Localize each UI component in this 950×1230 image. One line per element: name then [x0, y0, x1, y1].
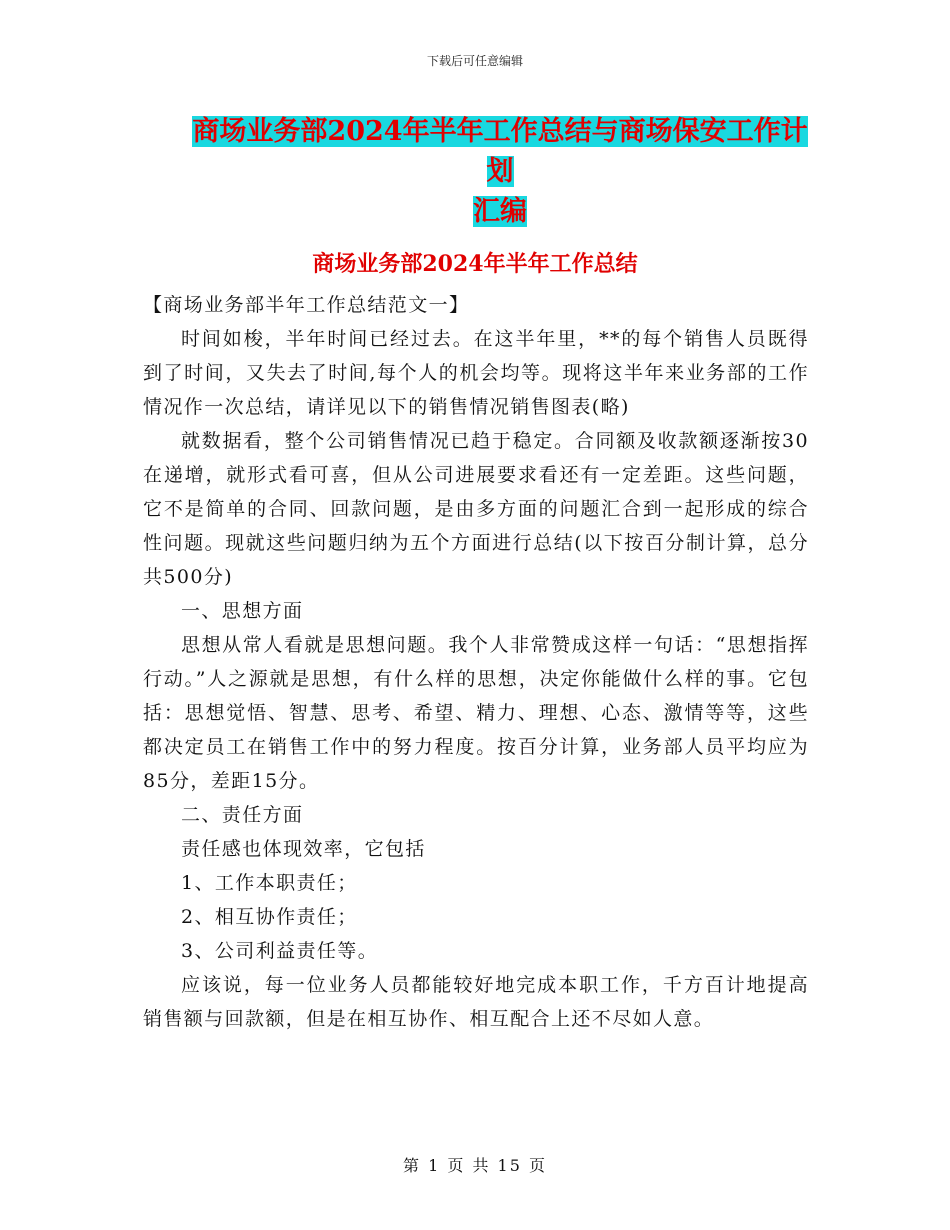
main-title-text-2: 汇编: [473, 196, 527, 227]
heading-thought: 一、思想方面: [181, 600, 304, 622]
main-title-line-2: [180, 192, 820, 232]
body-content: [143, 288, 809, 1036]
page-footer: 第 1 页 共 15 页: [403, 1156, 547, 1175]
main-title-block: [180, 112, 820, 232]
paragraph: 时间如梭，半年时间已经过去。在这半年里，**的每个销售人员既得到了时间，又失去了时间,每个人的机会均等。现将这半年来业务部的工作情况作一次总结，请详见以下的销售情况销售图表(略): [143, 328, 809, 418]
subsection-heading: 【商场业务部半年工作总结范文一】: [143, 294, 470, 316]
main-title-line-1: [180, 112, 820, 192]
header-note: 下载后可任意编辑: [426, 54, 523, 68]
paragraph: 责任感也体现效率，它包括: [181, 838, 426, 860]
section-title: 商场业务部2024年半年工作总结: [312, 251, 638, 277]
paragraph: 就数据看，整个公司销售情况已趋于稳定。合同额及收款额逐渐按30在递增，就形式看可喜，但从公司进展要求看还有一定差距。这些问题，它不是简单的合同、回款问题，是由多方面的问题汇合到一起形成的综合性问题。现就这些问题归纳为五个方面进行总结(以下按百分制计算，总分共500分): [143, 430, 809, 588]
list-item: 1、工作本职责任；: [181, 872, 358, 894]
paragraph: 思想从常人看就是思想问题。我个人非常赞成这样一句话：“思想指挥行动。”人之源就是思想，有什么样的思想，决定你能做什么样的事。它包括：思想觉悟、智慧、思考、希望、精力、理想、心态、激情等等，这些都决定员工在销售工作中的努力程度。按百分计算，业务部人员平均应为85分，差距15分。: [143, 634, 809, 792]
list-item: 3、公司利益责任等。: [181, 940, 379, 962]
heading-responsibility: 二、责任方面: [181, 804, 304, 826]
list-item: 2、相互协作责任；: [181, 906, 358, 928]
main-title-text-1: 商场业务部2024年半年工作总结与商场保安工作计划: [192, 116, 808, 187]
paragraph: 应该说，每一位业务人员都能较好地完成本职工作，千方百计地提高销售额与回款额，但是在相互协作、相互配合上还不尽如人意。: [143, 974, 809, 1030]
